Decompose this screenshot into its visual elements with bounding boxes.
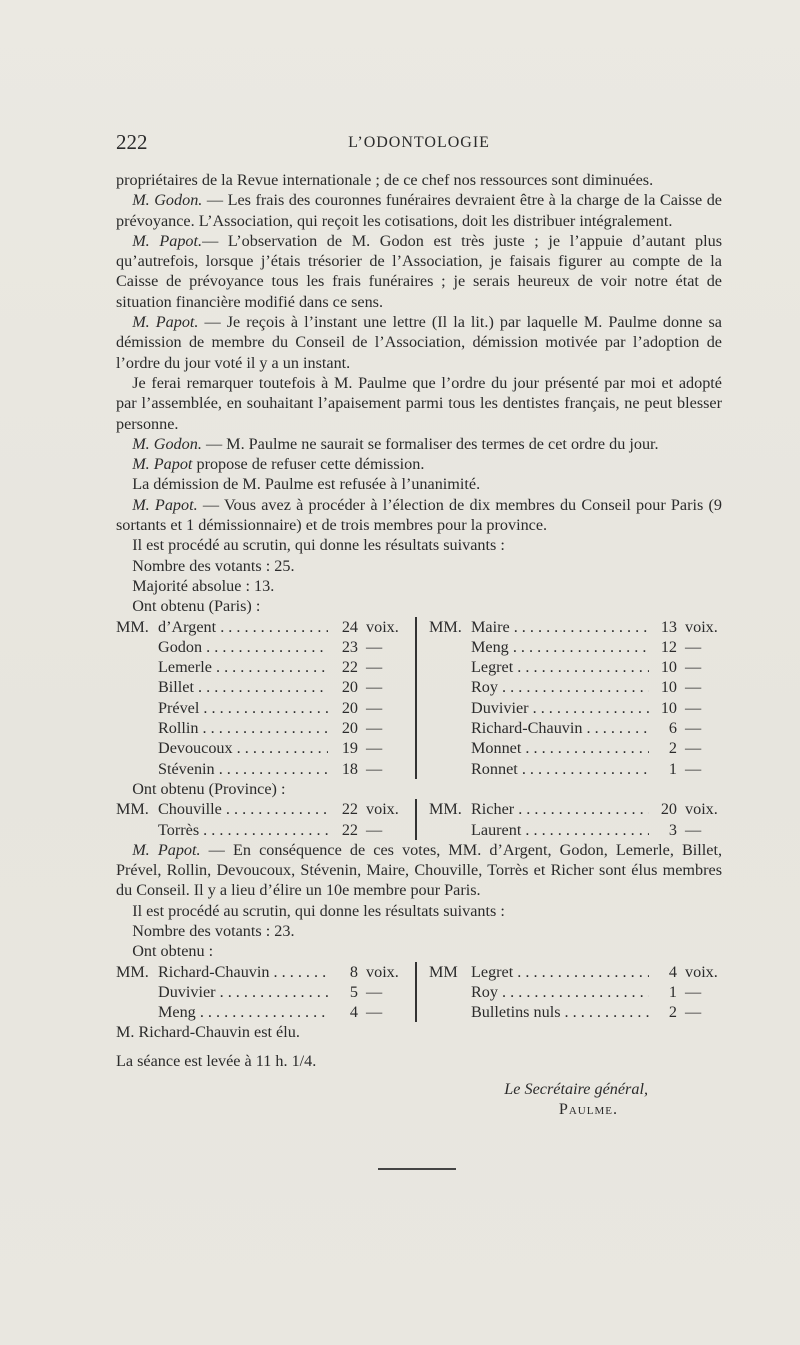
candidate-name: Chouville . . . [158,799,328,819]
vote-unit: — [685,820,702,839]
speaker: M. Godon. [132,434,202,453]
vote-count: 20 [341,678,358,697]
paragraph: M. Papot. — Je reçois à l’instant une lettre (Il la lit.) par laquelle M. Paulme donne sa démission de membre du Conseil de l’Association, démission motivée par l’adoption de l’ordre du jour voté il y a un instant. [116,313,722,372]
vote-count: 2 [668,739,677,758]
column-rule [415,698,417,718]
result-row [116,637,722,657]
vote-unit: — [685,698,702,717]
speaker: M. Godon. [132,191,203,210]
vote-unit: — [366,678,383,697]
candidate-name: Lemerle . . . [158,657,328,677]
second-results-table [116,962,722,1023]
candidate-name: Roy . . . [471,677,649,697]
result-row [116,759,722,779]
vote-unit: — [366,698,383,717]
page-header [116,130,722,156]
vote-count: 22 [341,800,358,819]
mm-label: MM. [116,617,149,636]
paris-heading: Ont obtenu (Paris) : [132,597,261,616]
vote-unit: — [685,719,702,738]
vote-count: 20 [660,800,677,819]
mm-label: MM. [429,800,462,819]
vote-unit: voix. [685,800,718,819]
vote-count: 10 [660,658,677,677]
vote-count: 22 [341,820,358,839]
vote-unit: — [685,678,702,697]
vote-unit: voix. [366,617,399,636]
vote-count: 20 [341,698,358,717]
vote-unit: — [685,637,702,656]
vote-unit: — [366,820,383,839]
speaker: M. Papot. [132,495,198,514]
candidate-name: Ronnet . . . [471,759,649,779]
vote-unit: — [685,739,702,758]
vote-unit: — [366,759,383,778]
votants-count: Nombre des votants : 25. [132,556,295,575]
column-rule [415,718,417,738]
vote-count: 4 [668,962,677,981]
result-row [116,982,722,1002]
vote-count: 3 [668,820,677,839]
closing-rule [378,1168,456,1170]
candidate-name: Legret . . . [471,657,649,677]
column-rule [415,799,417,819]
candidate-name: Billet . . . [158,677,328,697]
speaker: M. Papot. [132,840,201,859]
province-results-table [116,799,722,840]
candidate-name: Meng . . . [471,637,649,657]
column-rule [415,637,417,657]
result-row [116,698,722,718]
vote-unit: — [366,637,383,656]
candidate-name: Monnet . . . [471,738,649,758]
candidate-name: Stévenin . . . [158,759,328,779]
vote-count: 10 [660,678,677,697]
result-row [116,1002,722,1022]
paragraph: M. Papot. — En conséquence de ces votes, MM. d’Argent, Godon, Lemerle, Billet, Prével, Rollin, Devoucoux, Stévenin, Maire, Chouville, Torrès et Richer sont élus membres du Conseil. Il y a lieu d’élire un 10e membre pour Paris. [116,840,722,900]
column-rule [415,617,417,637]
paragraph: M. Papot. — Vous avez à procéder à l’élection de dix membres du Conseil pour Paris (9 sortants et 1 démissionnaire) et de trois membres pour la province. [116,495,722,535]
mm-label: MM. [429,617,462,636]
paris-results-table [116,617,722,779]
candidate-name: Richard-Chauvin . . . [471,718,649,738]
closing-line: La séance est levée à 11 h. 1/4. [116,1051,317,1070]
result-row [116,738,722,758]
page-number: 222 [116,130,148,154]
column-rule [415,677,417,697]
mm-label: MM. [116,800,149,819]
vote-unit: — [366,658,383,677]
vote-count: 18 [341,759,358,778]
column-rule [415,982,417,1002]
paragraph: Il est procédé au scrutin, qui donne les résultats suivants : [132,536,505,555]
column-rule [415,820,417,840]
province-heading: Ont obtenu (Province) : [132,779,286,798]
election-result: M. Richard-Chauvin est élu. [116,1023,300,1042]
vote-count: 2 [668,1003,677,1022]
paragraph: Il est procédé au scrutin, qui donne les résultats suivants : [132,901,505,920]
votants-count-2: Nombre des votants : 23. [132,921,295,940]
vote-count: 22 [341,658,358,677]
paragraph: M. Godon. — M. Paulme ne saurait se formaliser des termes de cet ordre du jour. [132,434,659,453]
vote-count: 6 [668,719,677,738]
vote-count: 8 [349,962,358,981]
vote-count: 10 [660,698,677,717]
vote-count: 20 [341,719,358,738]
vote-unit: — [685,759,702,778]
result-row [116,820,722,840]
signature-name: Paulme. [558,1100,618,1119]
candidate-name: Duvivier . . . [471,698,649,718]
candidate-name: Laurent . . . [471,820,649,840]
mm-label: MM. [116,962,149,981]
vote-unit: voix. [366,962,399,981]
column-rule [415,962,417,982]
candidate-name: Godon . . . [158,637,328,657]
column-rule [415,1002,417,1022]
vote-count: 13 [660,617,677,636]
heading-2: Ont obtenu : [132,942,214,961]
speaker: M. Papot [132,455,193,474]
vote-unit: — [366,719,383,738]
candidate-name: Duvivier . . . [158,982,328,1002]
candidate-name: Rollin . . . [158,718,328,738]
running-title: L’ODONTOLOGIE [348,134,490,151]
column-rule [415,657,417,677]
vote-count: 24 [341,617,358,636]
vote-unit: voix. [685,962,718,981]
candidate-name: Maire . . . [471,617,649,637]
vote-unit: voix. [685,617,718,636]
vote-unit: — [366,982,383,1001]
candidate-name: Legret . . . [471,962,649,982]
body-text [116,170,722,1119]
speaker: M. Papot. [132,313,199,332]
candidate-name: d’Argent . . . [158,617,328,637]
signature-title: Le Secrétaire général, [504,1080,648,1099]
candidate-name: Prével . . . [158,698,328,718]
speaker: M. Papot. [132,231,203,250]
result-row [116,657,722,677]
paragraph: propriétaires de la Revue internationale ; de ce chef nos ressources sont diminuées. [116,171,654,189]
paragraph: Je ferai remarquer toutefois à M. Paulme que l’ordre du jour présenté par moi et adopté par l’assemblée, en souhaitant l’apaisement parmi tous les dentistes français, ne peut blesser personne. [116,373,722,433]
vote-count: 23 [341,637,358,656]
result-row [116,962,722,982]
vote-unit: — [685,1003,702,1022]
column-rule [415,759,417,779]
candidate-name: Richer . . . [471,799,649,819]
paragraph: M. Papot propose de refuser cette démission. [132,455,425,474]
candidate-name: Torrès . . . [158,820,328,840]
majority: Majorité absolue : 13. [132,576,275,595]
vote-unit: — [685,658,702,677]
vote-count: 19 [341,739,358,758]
mm-label: MM [429,962,458,981]
vote-unit: — [366,739,383,758]
paragraph: La démission de M. Paulme est refusée à l’unanimité. [132,475,481,494]
vote-count: 5 [349,982,358,1001]
candidate-name: Meng . . . [158,1002,328,1022]
column-rule [415,738,417,758]
result-row [116,617,722,637]
result-row [116,718,722,738]
vote-count: 12 [660,637,677,656]
vote-unit: — [366,1003,383,1022]
candidate-name: Roy . . . [471,982,649,1002]
result-row [116,799,722,819]
paragraph: M. Godon. — Les frais des couronnes funéraires devraient être à la charge de la Caisse de prévoyance. L’Association, qui reçoit les cotisations, doit les distribuer intégralement. [116,191,722,230]
vote-count: 1 [668,982,677,1001]
vote-unit: — [685,982,702,1001]
vote-count: 4 [349,1003,358,1022]
signature-block [116,1079,722,1119]
result-row [116,677,722,697]
vote-count: 1 [668,759,677,778]
vote-unit: voix. [366,800,399,819]
candidate-name: Devoucoux . . . [158,738,328,758]
candidate-name: Bulletins nuls . . . [471,1002,649,1022]
paragraph: M. Papot.— L’observation de M. Godon est très juste ; je l’appuie d’autant plus qu’autrefois, lorsque j’étais trésorier de l’Association, je faisais figurer au compte de la Caisse de prévoyance tous les frais funéraires ; je serais heureux de voir notre état de situation financière modifié dans ce sens. [116,231,722,311]
candidate-name: Richard-Chauvin . . . [158,962,328,982]
